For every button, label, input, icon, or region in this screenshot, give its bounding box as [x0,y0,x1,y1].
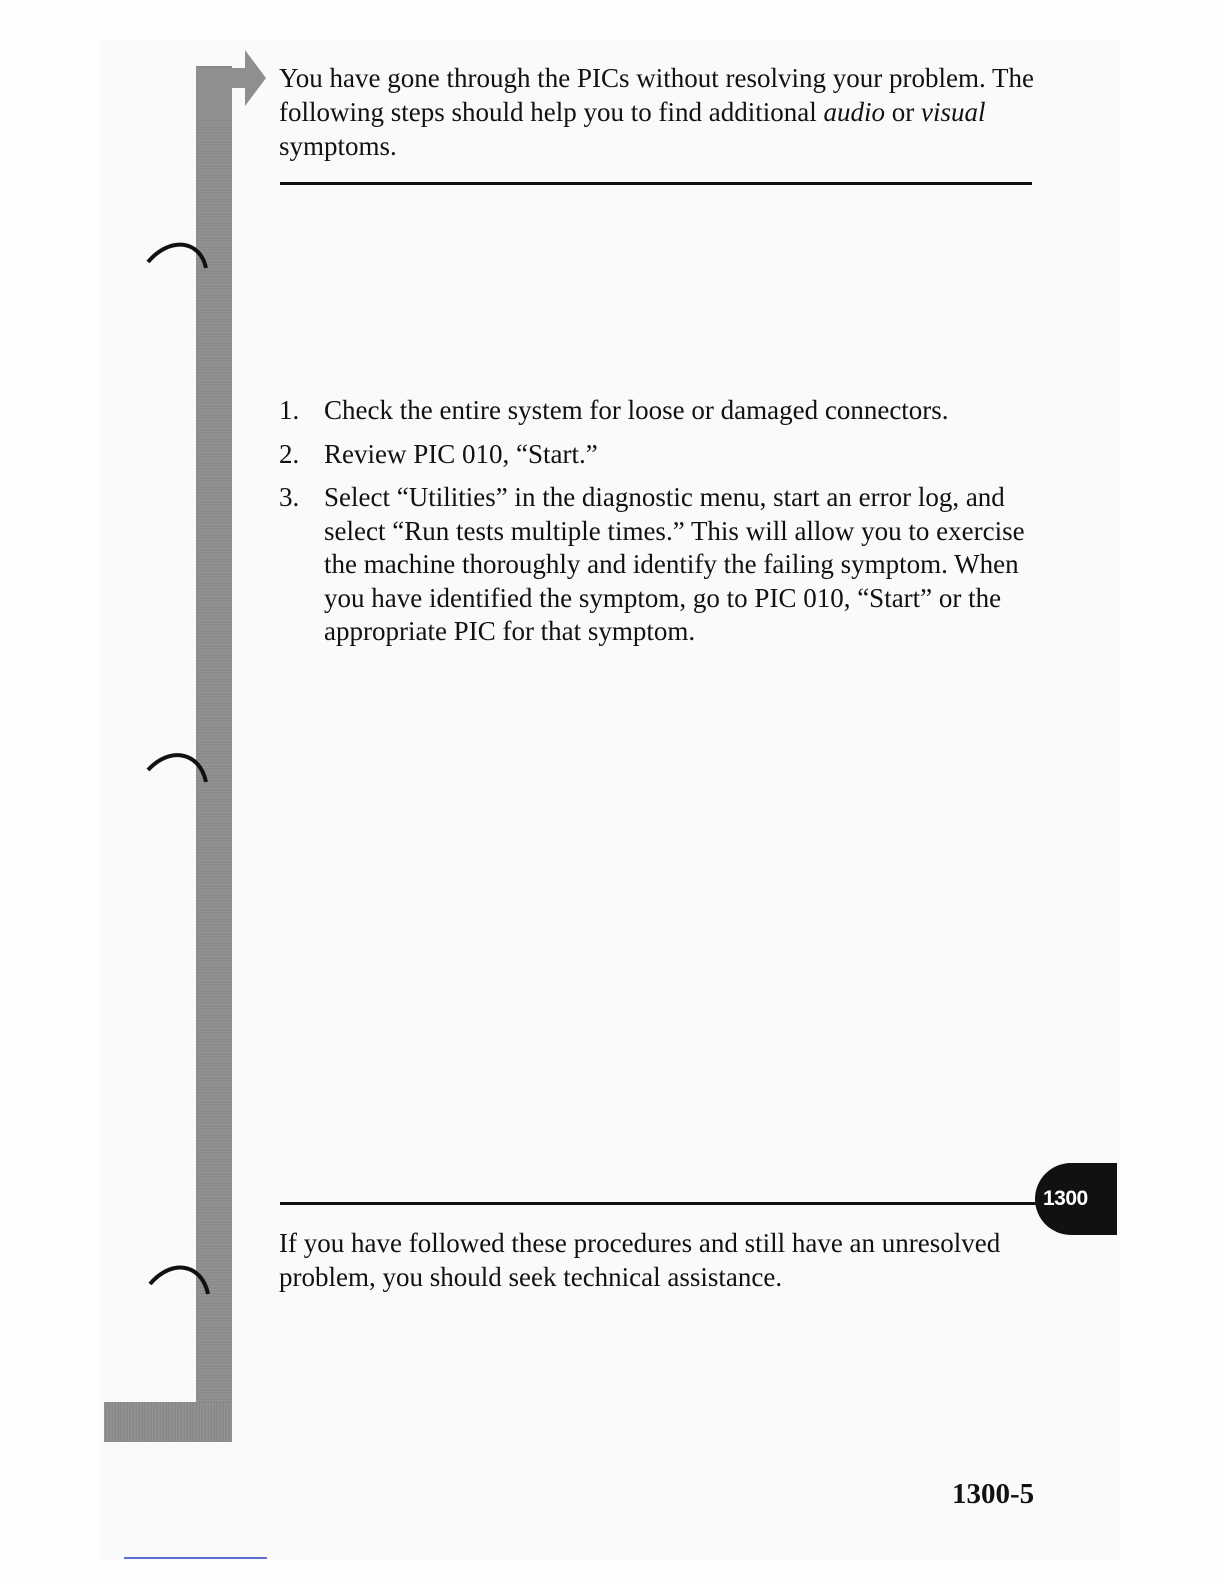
bottom-divider [280,1202,1040,1205]
step-text: Select “Utilities” in the diagnostic menu, start an error log, and select “Run tests multiple times.” This will allow you to exercise the machine thoroughly and identify the failing symptom. When you have identified the symptom, go to PIC 010, “Start” or the appropriate PIC for that symptom. [324,482,1025,646]
binder-hole-icon [150,1268,208,1294]
steps-list [279,394,1039,659]
flow-arrow-icon [196,50,266,120]
closing-paragraph: If you have followed these procedures and still have an unresolved problem, you should seek technical assistance. [279,1228,1001,1292]
intro-paragraph [279,61,1039,163]
step-text: Check the entire system for loose or damaged connectors. [324,395,949,425]
intro-audio: audio [823,97,885,127]
step-number: 3. [279,482,300,512]
step-text: Review PIC 010, “Start.” [324,438,598,469]
binder-hole-icon [148,755,206,782]
step-item [279,481,1039,649]
page-number: 1300-5 [952,1478,1035,1510]
step-item [279,394,1039,428]
intro-visual: visual [920,97,986,127]
intro-text-2: or [884,97,921,127]
intro-text-1: You have gone through the PICs without resolving your problem. The following steps should help you to find additional [279,63,1034,127]
section-tab: 1300 [1035,1163,1117,1235]
intro-text-3: symptoms. [279,131,397,161]
flowchart-graphics [100,40,300,1460]
step-number: 2. [279,438,300,469]
top-divider [280,182,1032,185]
binder-hole-icon [148,245,206,268]
footer-link-underline [124,1557,267,1559]
step-item [279,438,1039,472]
step-number: 1. [279,395,300,425]
